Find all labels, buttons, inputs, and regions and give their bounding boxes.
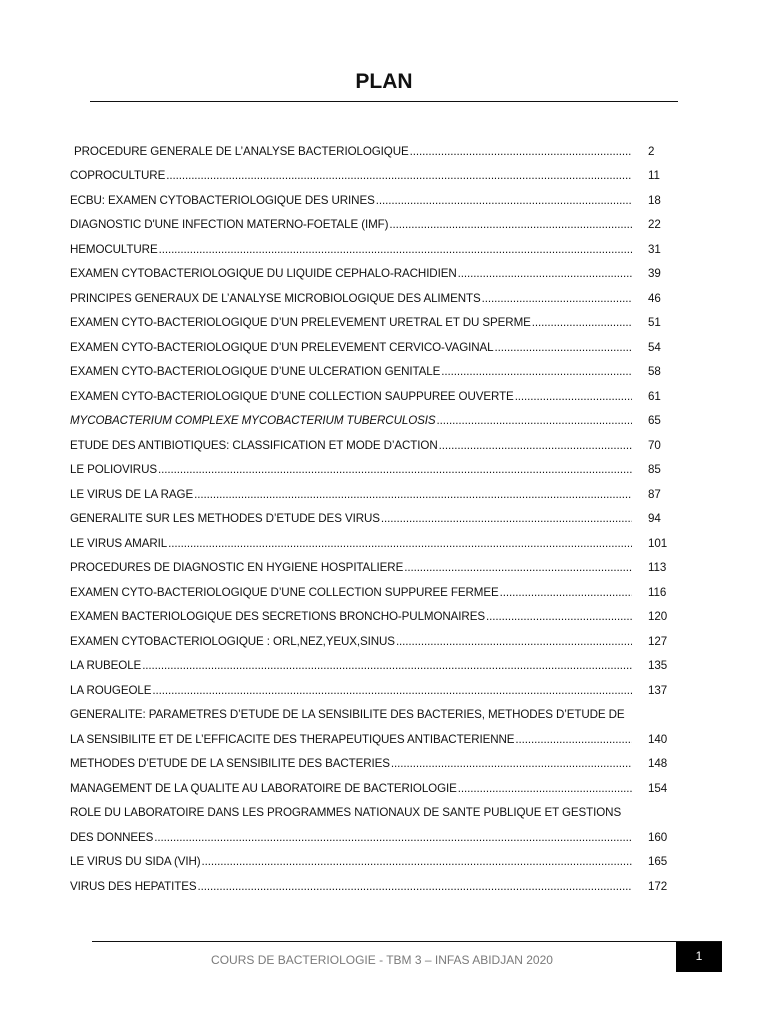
toc-entry-label: LA ROUGEOLE <box>70 683 152 697</box>
toc-entry-page: 65 <box>648 414 661 427</box>
toc-leader-dots <box>515 733 632 746</box>
toc-leader-dots <box>154 831 632 844</box>
toc-entry-label: EXAMEN CYTOBACTERIOLOGIQUE : ORL,NEZ,YEUX,SINUS <box>70 634 395 648</box>
toc-entry-label: EXAMEN CYTO-BACTERIOLOGIQUE D’UN PRELEVEMENT CERVICO-VAGINAL <box>70 340 494 354</box>
toc-leader-dots <box>158 463 632 476</box>
toc-entry-page: 61 <box>648 389 661 403</box>
toc-leader-dots <box>166 169 632 182</box>
toc-entry <box>70 721 670 746</box>
toc-entry <box>70 672 670 697</box>
toc-entry-page: 137 <box>648 683 668 697</box>
toc-leader-dots <box>168 537 632 550</box>
toc-entry-page: 127 <box>648 634 668 648</box>
toc-entry-label: EXAMEN CYTOBACTERIOLOGIQUE DU LIQUIDE CEPHALO-RACHIDIEN <box>70 267 457 280</box>
toc-entry <box>70 182 670 207</box>
toc-entry <box>70 819 670 844</box>
toc-leader-dots <box>152 684 632 697</box>
toc-entry-continued-line: GENERALITE: PARAMETRES D’ETUDE DE LA SENSIBILITE DES BACTERIES, METHODES D’ETUDE DE <box>70 708 625 721</box>
toc-entry-page: 22 <box>648 218 661 231</box>
toc-entry <box>70 256 670 281</box>
toc-leader-dots <box>198 880 632 893</box>
toc-entry-label: EXAMEN CYTO-BACTERIOLOGIQUE D’UNE COLLECTION SUPPUREE FERMEE <box>70 585 499 599</box>
toc-entry <box>70 329 670 354</box>
toc-entry-page: 140 <box>648 732 668 746</box>
toc-entry <box>70 403 670 428</box>
toc-entry-page: 87 <box>648 487 661 501</box>
toc-leader-dots <box>439 439 632 452</box>
toc-leader-dots <box>437 414 632 427</box>
toc-entry-page: 165 <box>648 855 668 868</box>
toc-entry-page: 54 <box>648 340 661 354</box>
toc-entry <box>70 280 670 305</box>
toc-leader-dots <box>404 561 632 574</box>
toc-entry <box>70 378 670 403</box>
page-title: PLAN <box>355 70 413 93</box>
toc-entry-page: 70 <box>648 438 661 452</box>
toc-entry-label: METHODES D’ETUDE DE LA SENSIBILITE DES BACTERIES <box>70 757 390 770</box>
toc-leader-dots <box>441 365 632 378</box>
toc-entry-page: 120 <box>648 610 668 623</box>
toc-entry-page: 154 <box>648 781 668 795</box>
toc-entry-page: 113 <box>648 561 667 574</box>
table-of-contents <box>70 133 670 893</box>
toc-entry-page: 85 <box>648 463 661 476</box>
toc-entry-label: LE VIRUS DE LA RAGE <box>70 487 194 501</box>
toc-entry-label: HEMOCULTURE <box>70 242 158 256</box>
toc-entry-label: MANAGEMENT DE LA QUALITE AU LABORATOIRE DE BACTERIOLOGIE <box>70 781 457 795</box>
toc-entry-label: LA SENSIBILITE ET DE L’EFFICACITE DES THERAPEUTIQUES ANTIBACTERIENNE <box>70 732 515 746</box>
toc-leader-dots <box>194 488 632 501</box>
toc-entry <box>70 427 670 452</box>
page-number-badge <box>676 942 722 972</box>
toc-entry-label: PROCEDURE GENERALE DE L’ANALYSE BACTERIOLOGIQUE <box>74 144 409 158</box>
toc-leader-dots <box>515 390 632 403</box>
toc-leader-dots <box>486 610 632 623</box>
toc-entry <box>70 623 670 648</box>
toc-entry-label: COPROCULTURE <box>70 169 166 182</box>
toc-entry-label: DES DONNEES <box>70 830 154 844</box>
toc-entry <box>70 525 670 550</box>
page-number: 1 <box>695 949 703 963</box>
toc-entry-page: 46 <box>648 291 661 305</box>
toc-leader-dots <box>458 782 632 795</box>
toc-entry-label: DIAGNOSTIC D'UNE INFECTION MATERNO-FOETALE (IMF) <box>70 218 389 231</box>
toc-entry <box>70 770 670 795</box>
toc-entry <box>70 648 670 673</box>
toc-entry-label: EXAMEN CYTO-BACTERIOLOGIQUE D’UNE COLLECTION SAUPPUREE OUVERTE <box>70 389 514 403</box>
toc-entry <box>70 305 670 330</box>
toc-entry-label: ECBU: EXAMEN CYTOBACTERIOLOGIQUE DES URINES <box>70 193 375 207</box>
toc-leader-dots <box>376 194 632 207</box>
toc-leader-dots <box>482 292 632 305</box>
toc-entry <box>70 868 670 893</box>
toc-entry <box>70 746 670 771</box>
toc-entry <box>70 599 670 624</box>
toc-entry <box>70 476 670 501</box>
toc-entry <box>70 574 670 599</box>
toc-entry-label: LE POLIOVIRUS <box>70 463 157 476</box>
toc-leader-dots <box>159 243 632 256</box>
toc-entry-page: 116 <box>648 585 667 599</box>
toc-entry-continued-line: ROLE DU LABORATOIRE DANS LES PROGRAMMES NATIONAUX DE SANTE PUBLIQUE ET GESTIONS <box>70 806 622 819</box>
toc-entry-label: EXAMEN CYTO-BACTERIOLOGIQUE D’UN PRELEVEMENT URETRAL ET DU SPERME <box>70 316 531 329</box>
toc-leader-dots <box>396 635 632 648</box>
toc-entry-page: 51 <box>648 316 661 329</box>
toc-entry-label: EXAMEN CYTO-BACTERIOLOGIQUE D’UNE ULCERATION GENITALE <box>70 365 441 378</box>
toc-entry-label: GENERALITE SUR LES METHODES D’ETUDE DES VIRUS <box>70 512 380 525</box>
toc-entry-label: VIRUS DES HEPATITES <box>70 879 197 893</box>
toc-entry-label: PRINCIPES GENERAUX DE L’ANALYSE MICROBIOLOGIQUE DES ALIMENTS <box>70 291 481 305</box>
toc-entry-page: 101 <box>648 536 668 550</box>
toc-leader-dots <box>410 145 632 158</box>
toc-leader-dots <box>202 855 632 868</box>
footer-text: COURS DE BACTERIOLOGIE - TBM 3 – INFAS ABIDJAN 2020 <box>211 953 553 967</box>
toc-entry-label: LA RUBEOLE <box>70 659 142 672</box>
toc-leader-dots <box>458 267 632 280</box>
toc-entry <box>70 501 670 526</box>
toc-entry-page: 135 <box>648 659 668 672</box>
toc-entry-page: 39 <box>648 267 661 280</box>
toc-leader-dots <box>389 218 632 231</box>
toc-entry-label: ETUDE DES ANTIBIOTIQUES: CLASSIFICATION ET MODE D’ACTION <box>70 438 438 452</box>
toc-entry <box>70 844 670 869</box>
toc-entry-label: LE VIRUS DU SIDA (VIH) <box>70 855 201 868</box>
toc-leader-dots <box>142 659 632 672</box>
toc-entry-page: 160 <box>648 830 668 844</box>
toc-entry-page: 18 <box>648 193 661 207</box>
title-divider <box>90 101 678 102</box>
toc-entry-page: 31 <box>648 242 661 256</box>
toc-entry-label: MYCOBACTERIUM COMPLEXE MYCOBACTERIUM TUBERCULOSIS <box>70 414 436 427</box>
toc-leader-dots <box>494 341 632 354</box>
toc-entry <box>70 452 670 477</box>
toc-entry-page: 2 <box>648 144 655 158</box>
toc-entry <box>70 231 670 256</box>
toc-entry-label: PROCEDURES DE DIAGNOSTIC EN HYGIENE HOSPITALIERE <box>70 561 404 574</box>
toc-leader-dots <box>381 512 632 525</box>
toc-entry-page: 148 <box>648 757 668 770</box>
toc-entry-page: 172 <box>648 879 668 893</box>
footer-divider <box>92 941 722 942</box>
toc-leader-dots <box>532 316 632 329</box>
toc-entry <box>70 550 670 575</box>
toc-entry-page: 94 <box>648 512 661 525</box>
toc-entry <box>70 133 670 158</box>
toc-entry-page: 11 <box>648 169 660 182</box>
toc-entry <box>70 354 670 379</box>
toc-entry <box>70 207 670 232</box>
toc-leader-dots <box>391 757 632 770</box>
toc-entry <box>70 158 670 183</box>
toc-entry-page: 58 <box>648 365 661 378</box>
toc-entry-label: LE VIRUS AMARIL <box>70 536 168 550</box>
toc-leader-dots <box>500 586 632 599</box>
toc-entry-label: EXAMEN BACTERIOLOGIQUE DES SECRETIONS BRONCHO-PULMONAIRES <box>70 610 485 623</box>
